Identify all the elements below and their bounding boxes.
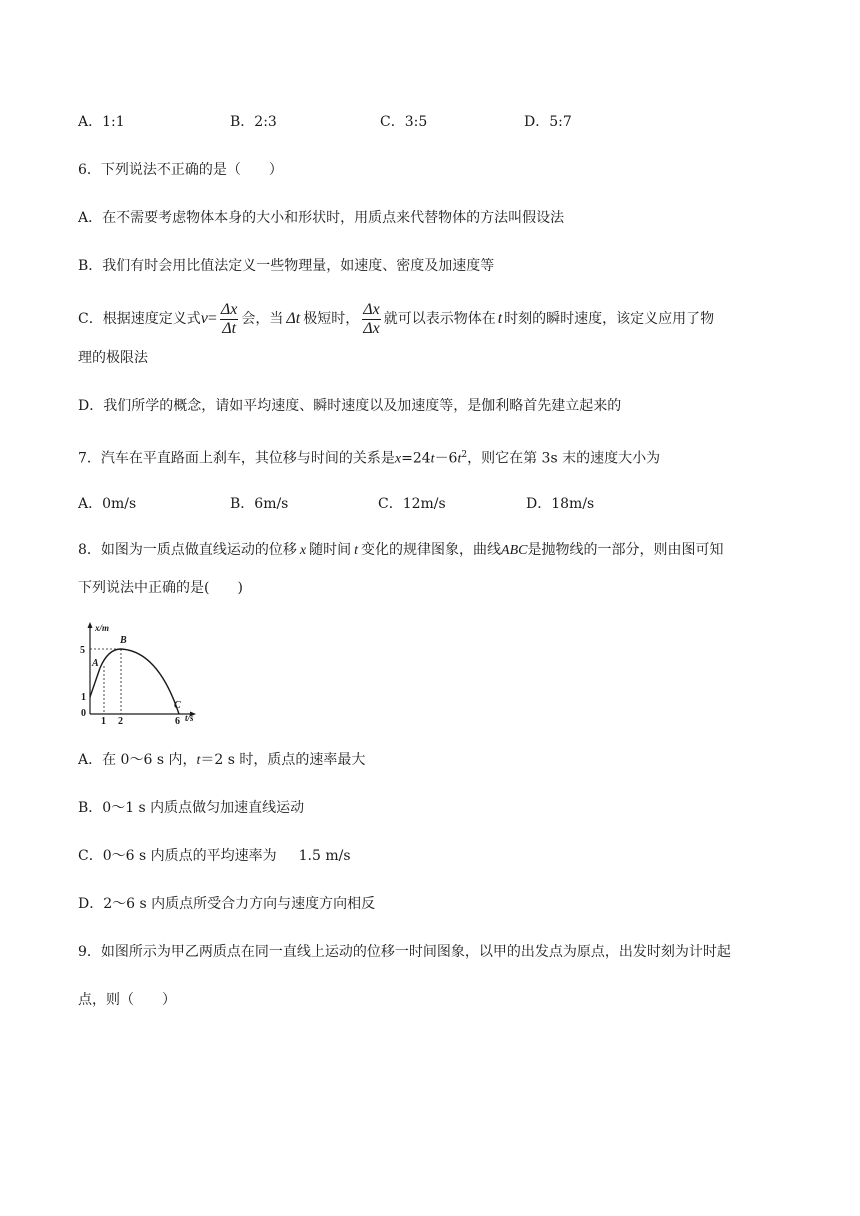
x-tick-6: 6 [175,716,180,726]
y-axis-label: x/m [95,623,110,633]
x-axis-label: t/s [185,713,194,723]
q5-option-b: B．2:3 [230,114,277,130]
q7-option-d: D．18m/s [526,496,595,512]
q8-c-pre: C．0～6 s 内质点的平均速率为 [78,848,277,864]
point-label-a: A [92,658,99,669]
fraction-numerator: Δx [220,300,238,318]
q7-var-x: x [394,451,402,467]
y-tick-1: 1 [81,692,86,703]
q8-var-t: t [354,543,359,558]
q5-option-a: A．1:1 [78,114,125,130]
q8-stem-mid2: 变化的规律图象，曲线 [361,542,502,558]
q6-option-b: B．我们有时会用比值法定义一些物理量，如速度、密度及加速度等 [78,258,495,274]
q8-stem-pre: 8．如图为一质点做直线运动的位移 [78,542,297,558]
q8-var-x: x [299,543,307,558]
q7-option-c: C．12m/s [378,496,446,512]
q8-curve-abc: ABC [501,543,528,558]
q7-var-t2: t [457,451,462,467]
q8-a-pre: A．在 0～6 s 内， [78,752,197,768]
q5-option-c: C．3:5 [380,114,428,130]
q6-c-prefix: C．根据速度定义式 [78,311,201,327]
q5-option-d: D．5:7 [524,114,572,130]
q9-stem-line2: 点，则（ ） [78,992,176,1008]
q8-stem-post: 是抛物线的一部分，则由图可知 [527,542,724,558]
q6-c-v: v [200,310,208,327]
x-tick-1: 1 [101,716,106,726]
q6-c-t: t [497,310,503,327]
q8-option-a [78,750,365,771]
q8-option-b: B．0～1 s 内质点做匀加速直线运动 [78,800,305,816]
q6-c-mid3: 就可以表示物体在 [383,311,496,327]
q8-option-d: D．2～6 s 内质点所受合力方向与速度方向相反 [78,896,376,912]
q6-option-c-line2: 理的极限法 [78,350,148,366]
q8-c-value: 1.5 m/s [298,848,351,864]
q8-stem-mid: 随时间 [309,542,352,558]
q7-eq: =24 [401,450,431,467]
q7-minus: －6 [434,450,458,467]
q8-option-c [78,846,351,866]
q8-stem-line1 [78,540,723,561]
q9-stem-line1: 9．如图所示为甲乙两质点在同一直线上运动的位移一时间图象，以甲的出发点为原点，出发时刻为计时起 [78,944,731,960]
q6-c-eq: = [207,310,217,327]
fraction-denominator: Δt [222,319,237,337]
q6-stem: 6．下列说法不正确的是（ ） [78,162,283,178]
q6-option-d: D．我们所学的概念，请如平均速度、瞬时速度以及加速度等，是伽利略首先建立起来的 [78,398,622,414]
point-label-c: C [174,700,181,711]
q6-c-fraction-1 [220,301,239,338]
q6-c-fraction-2 [362,301,381,338]
y-tick-5: 5 [80,645,85,656]
q6-c-dt: Δt [286,310,301,327]
q7-stem-pre: 7．汽车在平直路面上刹车，其位移与时间的关系是 [78,450,395,467]
q6-c-mid2: 极短时， [303,311,360,327]
q6-option-c [78,300,714,338]
fraction-numerator: Δx [363,300,380,318]
q6-c-end: 时刻的瞬时速度，该定义应用了物 [504,311,715,327]
x-tick-2: 2 [118,716,123,726]
q7-stem [78,445,660,470]
q8-position-time-graph [78,618,200,726]
q7-option-b: B．6m/s [230,496,289,512]
fraction-denominator: Δx [363,319,380,337]
q7-exponent: 2 [461,450,468,460]
q8-a-post: ＝2 s 时，质点的速率最大 [200,752,366,768]
q7-option-a: A．0m/s [78,496,137,512]
point-label-b: B [120,635,127,646]
q6-option-a: A．在不需要考虑物体本身的大小和形状时，用质点来代替物体的方法叫假设法 [78,210,565,226]
y-tick-0: 0 [81,708,86,719]
curve-parabola-abc [100,649,179,714]
q7-var-t: t [430,451,435,467]
q8-stem-line2: 下列说法中正确的是( ) [78,580,243,596]
q8-a-var-t: t [196,753,201,768]
q7-stem-post: ，则它在第 3s 末的速度大小为 [467,450,661,467]
q6-c-mid1: 会，当 [241,311,284,327]
y-axis-arrow [88,622,93,628]
curve-segment-0a [90,668,100,697]
